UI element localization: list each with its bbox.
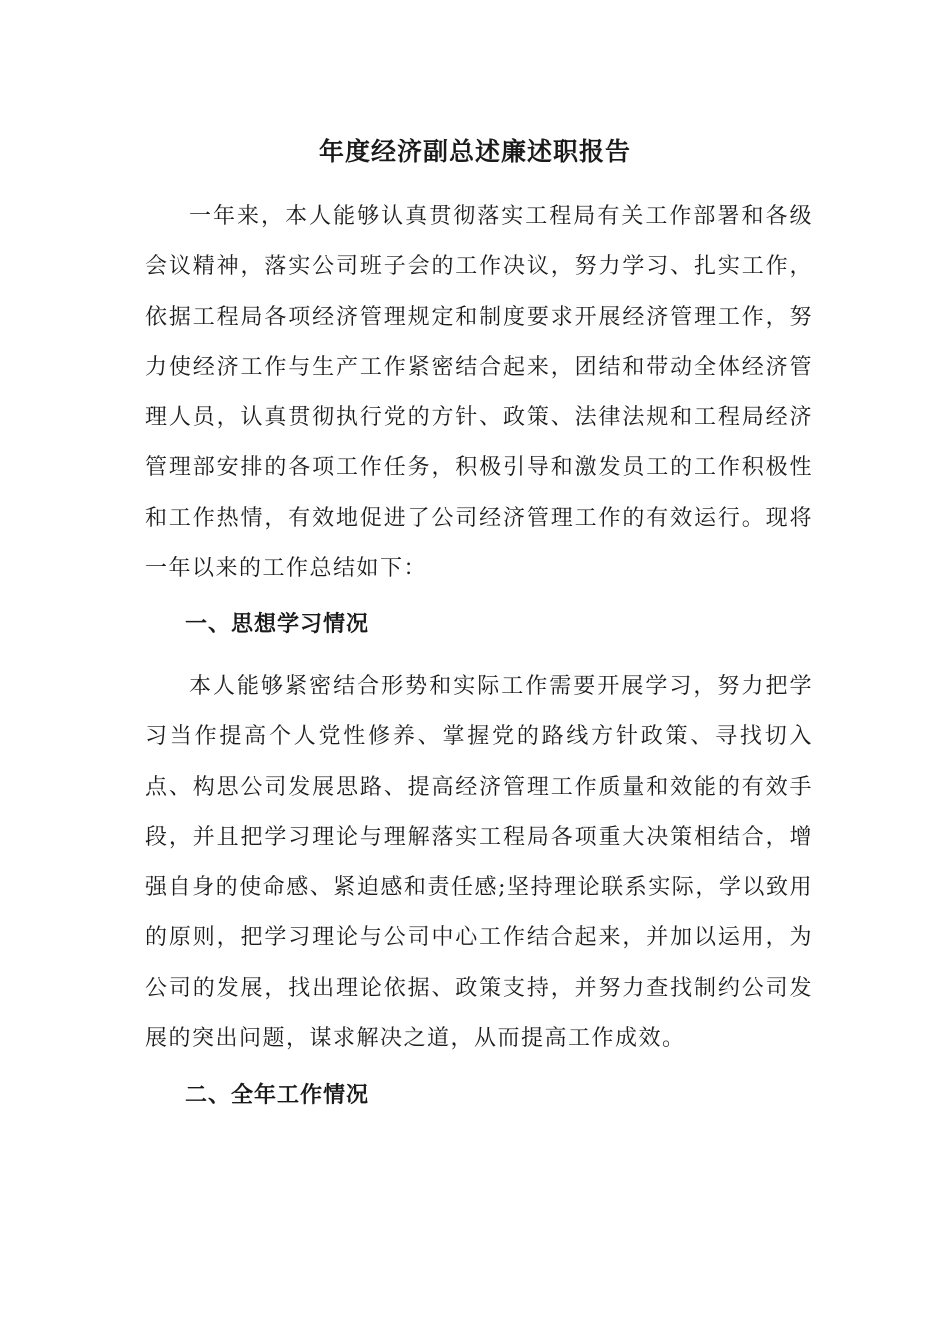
document-title: 年度经济副总述廉述职报告 <box>318 137 631 166</box>
section-paragraph-thought-study: 本人能够紧密结合形势和实际工作需要开展学习，努力把学习当作提高个人党性修养、掌握党的路线方针政策、寻找切入点、构思公司发展思路、提高经济管理工作质量和效能的有效手段，并且把学习理论与理解落实工程局各项重大决策相结合，增强自身的使命感、紧迫感和责任感;坚持理论联系实际，学以致用的原则，把学习理论与公司中心工作结合起来，并加以运用，为公司的发展，找出理论依据、政策支持，并努力查找制约公司发展的突出问题，谋求解决之道，从而提高工作成效。 <box>145 674 813 1052</box>
section-heading-annual-work: 二、全年工作情况 <box>185 1082 370 1108</box>
section-heading-thought-study: 一、思想学习情况 <box>185 611 370 637</box>
intro-paragraph: 一年来，本人能够认真贯彻落实工程局有关工作部署和各级会议精神，落实公司班子会的工作决议，努力学习、扎实工作，依据工程局各项经济管理规定和制度要求开展经济管理工作，努力使经济工作与生产工作紧密结合起来，团结和带动全体经济管理人员，认真贯彻执行党的方针、政策、法律法规和工程局经济管理部安排的各项工作任务，积极引导和激发员工的工作积极性和工作热情，有效地促进了公司经济管理工作的有效运行。现将一年以来的工作总结如下： <box>145 204 813 582</box>
